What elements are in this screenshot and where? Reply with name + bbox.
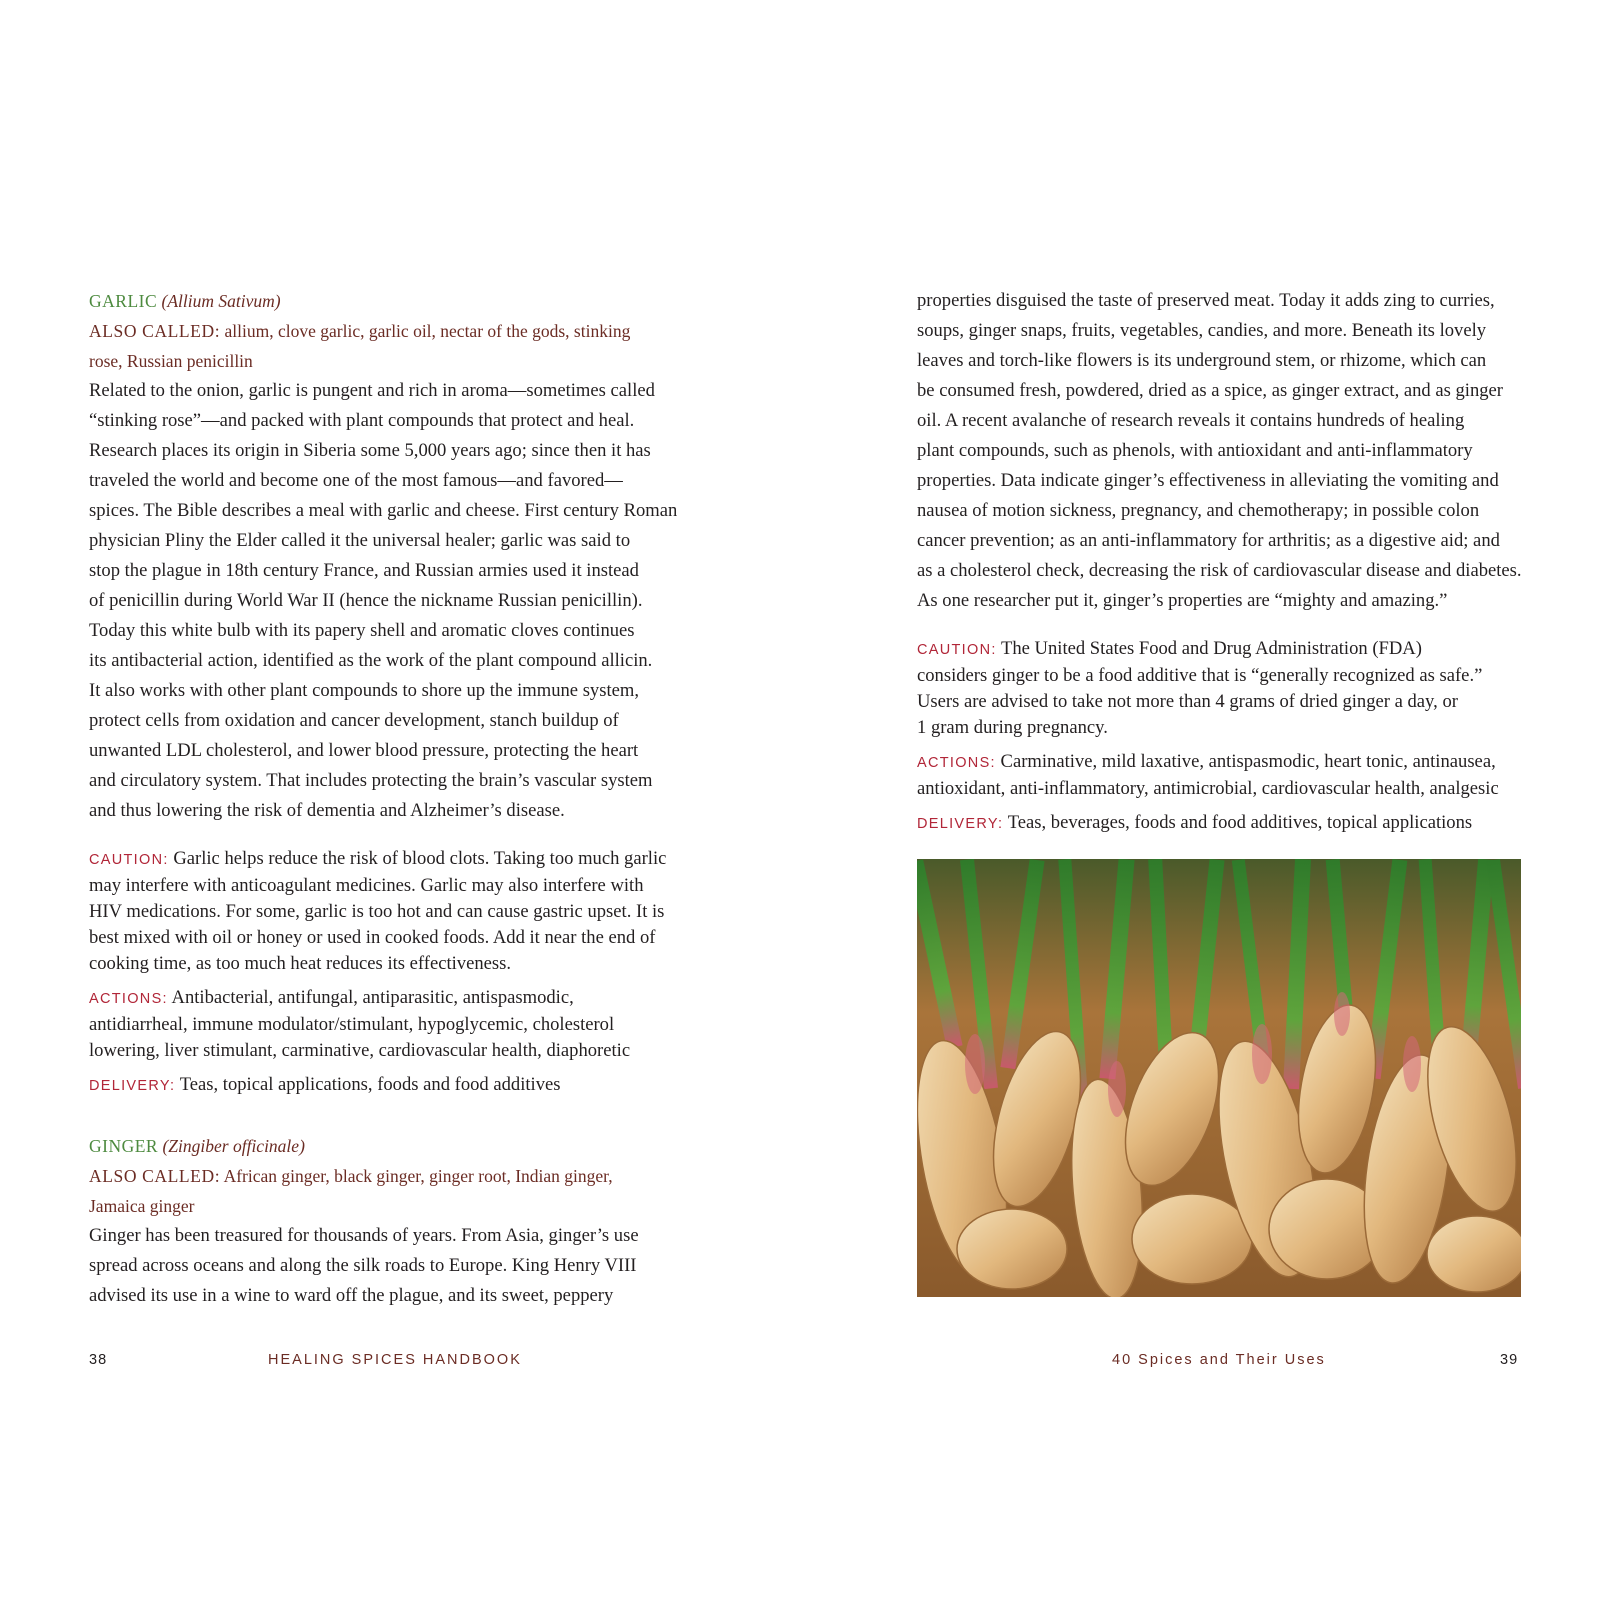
garlic-body-line: spices. The Bible describes a meal with garlic and cheese. First century Roman bbox=[89, 500, 678, 521]
garlic-caution-line: may interfere with anticoagulant medicines. Garlic may also interfere with bbox=[89, 875, 644, 896]
ginger-caution bbox=[917, 636, 1529, 741]
ginger-caution-label: CAUTION: bbox=[917, 642, 997, 658]
garlic-heading bbox=[89, 286, 695, 316]
ginger-body-line: Ginger has been treasured for thousands of years. From Asia, ginger’s use bbox=[89, 1225, 639, 1246]
ginger-caution-line: Users are advised to take not more than 4 grams of dried ginger a day, or bbox=[917, 691, 1458, 712]
ginger-body-line: properties disguised the taste of preserved meat. Today it adds zing to curries, bbox=[917, 290, 1495, 311]
garlic-body-line: its antibacterial action, identified as the work of the plant compound allicin. bbox=[89, 650, 653, 671]
ginger-body-line: As one researcher put it, ginger’s properties are “mighty and amazing.” bbox=[917, 590, 1448, 611]
garlic-also-called-line2: rose, Russian penicillin bbox=[89, 351, 253, 371]
garlic-body-line: “stinking rose”—and packed with plant compounds that protect and heal. bbox=[89, 410, 635, 431]
garlic-body-line: and circulatory system. That includes protecting the brain’s vascular system bbox=[89, 770, 653, 791]
ginger-latin-name: (Zingiber officinale) bbox=[162, 1136, 305, 1156]
garlic-caution-line: best mixed with oil or honey or used in cooked foods. Add it near the end of bbox=[89, 927, 656, 948]
garlic-body-line: physician Pliny the Elder called it the universal healer; garlic was said to bbox=[89, 530, 631, 551]
garlic-caution bbox=[89, 846, 695, 977]
ginger-body-right bbox=[917, 286, 1529, 616]
garlic-caution-line: cooking time, as too much heat reduces its effectiveness. bbox=[89, 953, 512, 974]
garlic-body-line: unwanted LDL cholesterol, and lower blood pressure, protecting the heart bbox=[89, 740, 639, 761]
ginger-body-left bbox=[89, 1221, 695, 1311]
ginger-body-line: plant compounds, such as phenols, with antioxidant and anti-inflammatory bbox=[917, 440, 1473, 461]
garlic-actions-line: Antibacterial, antifungal, antiparasitic, antispasmodic, bbox=[171, 987, 574, 1008]
left-page-column bbox=[89, 286, 695, 1311]
ginger-actions-line: antioxidant, anti-inflammatory, antimicrobial, cardiovascular health, analgesic bbox=[917, 778, 1499, 799]
garlic-body-line: It also works with other plant compounds to shore up the immune system, bbox=[89, 680, 639, 701]
garlic-body-line: stop the plague in 18th century France, and Russian armies used it instead bbox=[89, 560, 639, 581]
garlic-caution-line: HIV medications. For some, garlic is too hot and can cause gastric upset. It is bbox=[89, 901, 665, 922]
garlic-body bbox=[89, 376, 695, 826]
ginger-delivery-label: DELIVERY: bbox=[917, 816, 1004, 832]
ginger-body-line: properties. Data indicate ginger’s effectiveness in alleviating the vomiting and bbox=[917, 470, 1499, 491]
garlic-latin-name: (Allium Sativum) bbox=[161, 291, 281, 311]
garlic-caution-line: Garlic helps reduce the risk of blood clots. Taking too much garlic bbox=[173, 848, 667, 869]
left-page-number: 38 bbox=[89, 1352, 108, 1368]
ginger-also-called-line2: Jamaica ginger bbox=[89, 1196, 195, 1216]
ginger-body-line: leaves and torch-like flowers is its underground stem, or rhizome, which can bbox=[917, 350, 1487, 371]
garlic-delivery-label: DELIVERY: bbox=[89, 1078, 176, 1094]
garlic-also-called-line1: allium, clove garlic, garlic oil, nectar of the gods, stinking bbox=[224, 321, 631, 341]
right-running-title: 40 Spices and Their Uses bbox=[1112, 1352, 1326, 1368]
ginger-caution-line: considers ginger to be a food additive that is “generally recognized as safe.” bbox=[917, 665, 1483, 686]
ginger-caution-line: 1 gram during pregnancy. bbox=[917, 717, 1108, 738]
ginger-also-called-label: ALSO CALLED: bbox=[89, 1166, 221, 1186]
left-running-title: HEALING SPICES HANDBOOK bbox=[268, 1352, 522, 1368]
ginger-roots-photo bbox=[917, 859, 1521, 1297]
ginger-delivery-text: Teas, beverages, foods and food additives, topical applications bbox=[1007, 812, 1473, 833]
ginger-actions bbox=[917, 749, 1529, 802]
ginger-body-line: soups, ginger snaps, fruits, vegetables, candies, and more. Beneath its lovely bbox=[917, 320, 1487, 341]
ginger-body-line: spread across oceans and along the silk roads to Europe. King Henry VIII bbox=[89, 1255, 637, 1276]
garlic-body-line: Research places its origin in Siberia some 5,000 years ago; since then it has bbox=[89, 440, 651, 461]
garlic-body-line: traveled the world and become one of the most famous—and favored— bbox=[89, 470, 623, 491]
ginger-roots-illustration bbox=[917, 859, 1521, 1297]
ginger-actions-label: ACTIONS: bbox=[917, 755, 996, 771]
ginger-name: GINGER bbox=[89, 1136, 159, 1156]
ginger-body-line: oil. A recent avalanche of research reveals it contains hundreds of healing bbox=[917, 410, 1465, 431]
ginger-caution-line: The United States Food and Drug Administration (FDA) bbox=[1001, 638, 1422, 659]
garlic-body-line: protect cells from oxidation and cancer development, stanch buildup of bbox=[89, 710, 619, 731]
garlic-body-line: and thus lowering the risk of dementia and Alzheimer’s disease. bbox=[89, 800, 565, 821]
garlic-also-called bbox=[89, 316, 695, 376]
garlic-body-line: Related to the onion, garlic is pungent and rich in aroma—sometimes called bbox=[89, 380, 655, 401]
right-page-number: 39 bbox=[1500, 1352, 1519, 1368]
ginger-heading bbox=[89, 1131, 695, 1161]
garlic-actions-line: antidiarrheal, immune modulator/stimulant, hypoglycemic, cholesterol bbox=[89, 1014, 615, 1035]
ginger-also-called bbox=[89, 1161, 695, 1221]
ginger-body-line: advised its use in a wine to ward off the plague, and its sweet, peppery bbox=[89, 1285, 614, 1306]
ginger-actions-line: Carminative, mild laxative, antispasmodic, heart tonic, antinausea, bbox=[1000, 751, 1496, 772]
garlic-actions bbox=[89, 985, 695, 1064]
ginger-body-line: as a cholesterol check, decreasing the risk of cardiovascular disease and diabetes. bbox=[917, 560, 1522, 581]
garlic-delivery bbox=[89, 1072, 695, 1099]
ginger-delivery bbox=[917, 810, 1529, 837]
garlic-delivery-text: Teas, topical applications, foods and food additives bbox=[179, 1074, 561, 1095]
garlic-actions-line: lowering, liver stimulant, carminative, cardiovascular health, diaphoretic bbox=[89, 1040, 631, 1061]
ginger-also-called-line1: African ginger, black ginger, ginger root, Indian ginger, bbox=[223, 1166, 613, 1186]
garlic-body-line: Today this white bulb with its papery shell and aromatic cloves continues bbox=[89, 620, 635, 641]
garlic-also-called-label: ALSO CALLED: bbox=[89, 321, 221, 341]
ginger-body-line: be consumed fresh, powdered, dried as a spice, as ginger extract, and as ginger bbox=[917, 380, 1504, 401]
garlic-caution-label: CAUTION: bbox=[89, 852, 169, 868]
right-page-column bbox=[917, 286, 1529, 837]
garlic-body-line: of penicillin during World War II (hence the nickname Russian penicillin). bbox=[89, 590, 643, 611]
garlic-name: GARLIC bbox=[89, 291, 158, 311]
garlic-actions-label: ACTIONS: bbox=[89, 991, 168, 1007]
ginger-body-line: cancer prevention; as an anti-inflammatory for arthritis; as a digestive aid; and bbox=[917, 530, 1500, 551]
ginger-body-line: nausea of motion sickness, pregnancy, and chemotherapy; in possible colon bbox=[917, 500, 1480, 521]
